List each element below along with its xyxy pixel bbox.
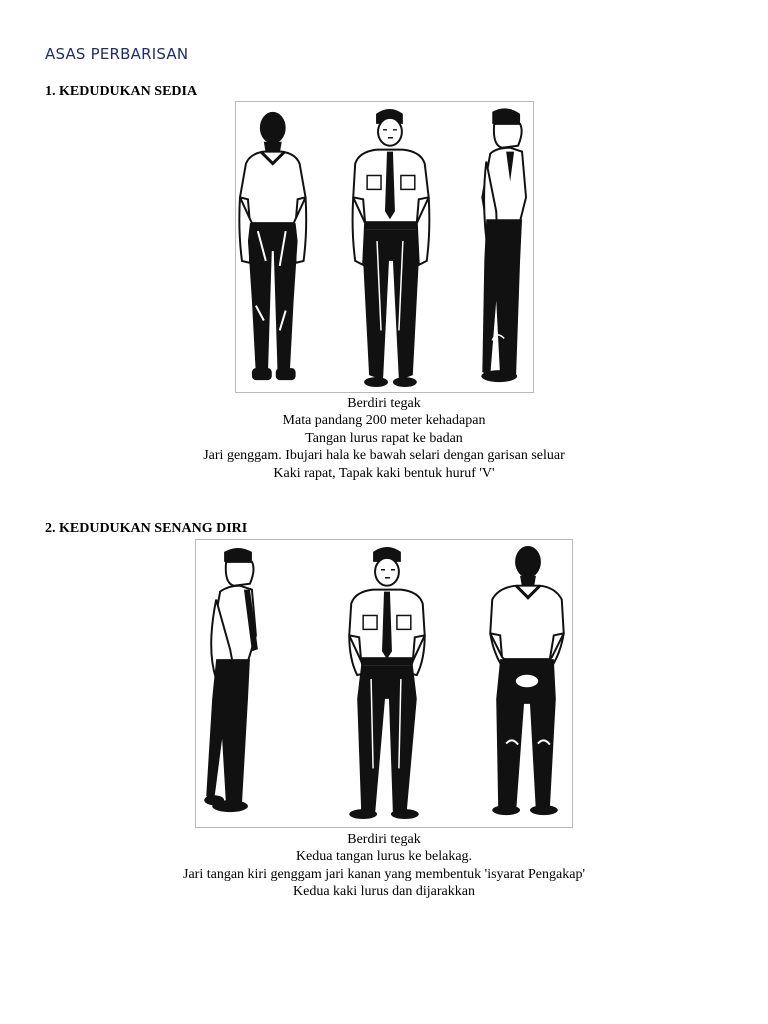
caption-line: Tangan lurus rapat ke badan <box>305 430 463 446</box>
figure-side-view <box>204 548 258 812</box>
figure-back-view <box>239 112 306 380</box>
caption-line: Berdiri tegak <box>347 832 421 847</box>
figure-front-view <box>353 109 430 387</box>
caption-line: Kedua tangan lurus ke belakag. <box>295 849 473 865</box>
caption-line: Jari genggam. Ibujari hala ke bawah selari dengan garisan seluar <box>203 448 565 464</box>
section-1-heading: 1. KEDUDUKAN SEDIA <box>45 84 198 99</box>
figure-side-view <box>481 108 526 382</box>
caption-line: Berdiri tegak <box>347 396 421 411</box>
document-title: ASAS PERBARISAN <box>45 45 189 63</box>
figure-back-view <box>490 546 563 815</box>
section-2-heading: 2. KEDUDUKAN SENANG DIRI <box>45 521 248 536</box>
section-1-caption <box>0 395 768 482</box>
figure-kedudukan-senang-diri <box>195 539 573 828</box>
figure-kedudukan-sedia <box>235 101 534 393</box>
caption-line: Jari tangan kiri genggam jari kanan yang membentuk 'isyarat Pengakap' <box>183 866 585 882</box>
section-2-caption <box>0 831 768 901</box>
caption-line: Mata pandang 200 meter kehadapan <box>282 413 486 429</box>
caption-line: Kedua kaki lurus dan dijarakkan <box>293 884 475 900</box>
caption-line: Kaki rapat, Tapak kaki bentuk huruf 'V' <box>273 465 495 481</box>
figure-front-view <box>349 547 424 819</box>
